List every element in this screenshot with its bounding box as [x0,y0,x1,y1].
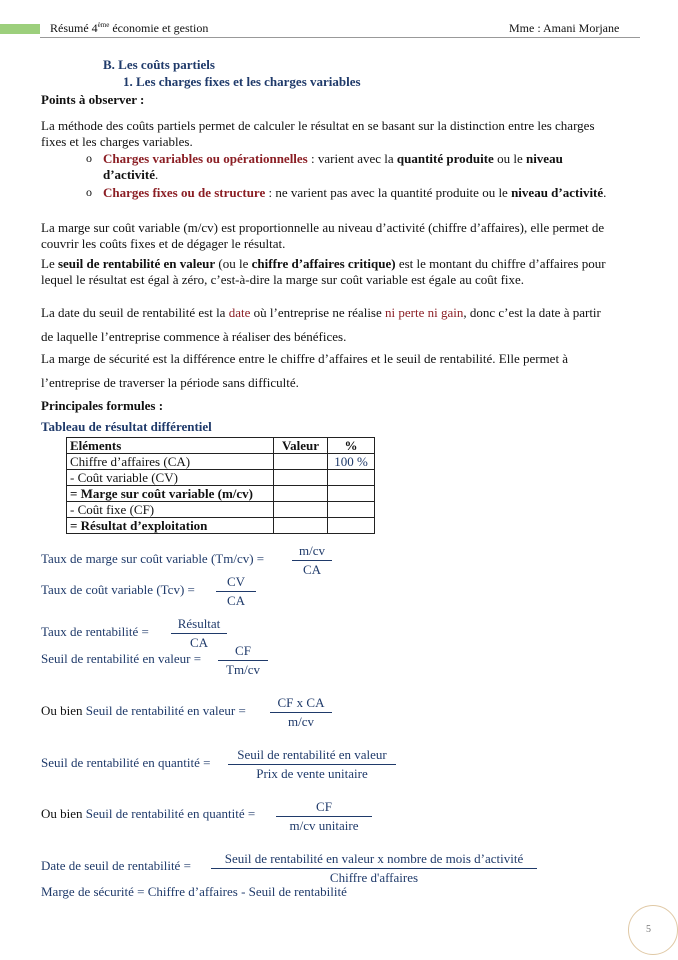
differential-result-table [66,437,375,534]
header-accent-bar [0,24,40,34]
table-row: - Coût variable (CV) [67,470,375,486]
formula-marge-securite: Marge de sécurité = Chiffre d’affaires - Seuil de rentabilité [41,884,347,899]
marge-paragraph: La marge sur coût variable (m/cv) est proportionnelle au niveau d’activité (chiffre d’affaires), elle permet de couvrir les coûts fixes et de dégager le résultat. [41,220,605,251]
date-paragraph: La date du seuil de rentabilité est la date où l’entreprise ne réalise ni perte ni gain, donc c’est la date à partir de laquelle l’entreprise commence à réaliser des bénéfices. [41,305,601,344]
bullet-marker: o [86,185,92,199]
points-title: Points à observer : [41,92,145,107]
table-row: - Coût fixe (CF) [67,502,375,518]
header-author: Mme : Amani Morjane [509,21,620,35]
formula-tr-label: Taux de rentabilité = [41,624,149,639]
bullet-fixed-charges: Charges fixes ou de structure : ne varient pas avec la quantité produite ou le niveau d’activité. [103,185,607,200]
table-title: Tableau de résultat différentiel [41,419,212,434]
header-divider [40,37,640,38]
formula-srv-label: Seuil de rentabilité en valeur = [41,651,202,666]
formula-tcv-fraction: $\frac{CV}{CA}$ [216,574,256,609]
bullet-marker: o [86,151,92,165]
formula-tr-fraction: Résultat CA [171,616,227,651]
header-valeur: Valeur [274,438,328,454]
formula-tmcv-fraction: $\frac{m/cv}{CA}$ [292,543,332,578]
page-number: 5 [646,924,651,935]
formula-srv2-label: Ou bien Seuil de rentabilité en valeur = [41,703,246,718]
subsection-heading-1: 1. Les charges fixes et les charges variables [123,74,361,89]
header-elements: Eléments [67,438,274,454]
formula-srq2-fraction: CF m/cv unitaire [276,799,372,834]
formula-tcv-label: Taux de coût variable (Tcv) = [41,582,195,597]
bullet-variable-charges: Charges variables ou opérationnelles : varient avec la quantité produite ou le niveau d’activité. [103,151,563,182]
table-header-row [67,438,375,454]
table-row: Chiffre d’affaires (CA) 100 % [67,454,375,470]
securite-paragraph: La marge de sécurité est la différence entre le chiffre d’affaires et le seuil de rentabilité. Elle permet à l’entreprise de traverser la période sans difficulté. [41,351,569,390]
formula-srq2-label: Ou bien Seuil de rentabilité en quantité = [41,806,256,821]
intro-paragraph: La méthode des coûts partiels permet de calculer le résultat en se basant sur la distinction entre les charges fixes et les charges variables. [41,118,595,149]
table-row: = Résultat d’exploitation [67,518,375,534]
formula-dsr-label: Date de seuil de rentabilité = [41,858,191,873]
header-percent: % [328,438,375,454]
section-heading-b: B. Les coûts partiels [103,57,215,72]
formula-srq-label: Seuil de rentabilité en quantité = [41,755,211,770]
header-course-title: Résumé 4ème économie et gestion [50,21,209,35]
formula-srv2-fraction: $\frac{\text{CF x CA}}{m/cv}$ [270,695,332,730]
formula-srq-fraction: Seuil de rentabilité en valeur Prix de vente unitaire [228,747,396,782]
formula-tmcv-label: Taux de marge sur coût variable (Tm/cv) = [41,551,265,566]
seuil-paragraph: Le seuil de rentabilité en valeur (ou le chiffre d’affaires critique) est le montant du chiffre d’affaires pour lequel le résultat est égal à zéro, c’est-à-dire la marge sur coût variable est égale au coût fixe. [41,256,606,287]
page-number-circle [628,905,678,955]
table-row: = Marge sur coût variable (m/cv) [67,486,375,502]
formula-srv-fraction: $\frac{CF}{Tm/cv}$ [218,643,268,678]
formulas-title: Principales formules : [41,398,164,413]
formula-dsr-fraction: Seuil de rentabilité en valeur x nombre de mois d’activité Chiffre d'affaires [211,851,537,886]
